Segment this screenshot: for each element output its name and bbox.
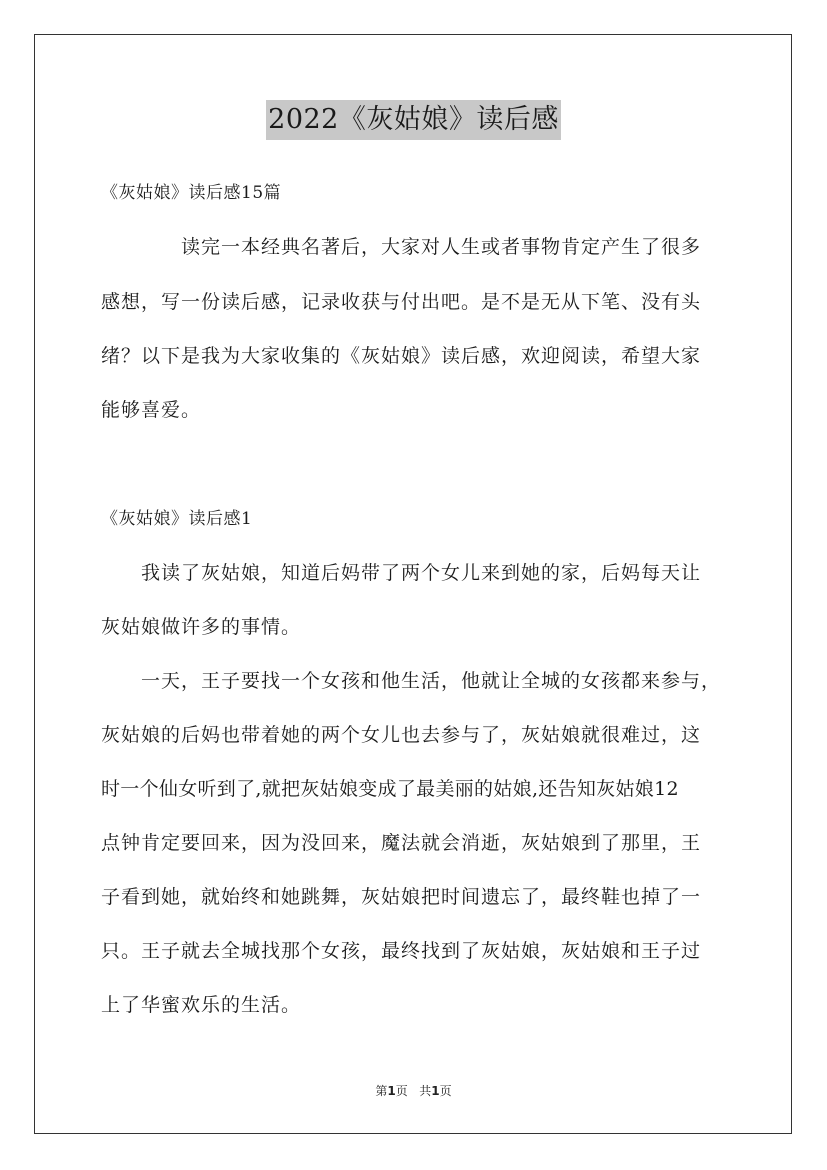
paragraph-line: 时一个仙女听到了,就把灰姑娘变成了最美丽的姑娘,还告知灰姑娘12 [101, 778, 679, 800]
paragraph-line: 灰姑娘的后妈也带着她的两个女儿也去参与了，灰姑娘就很难过，这 [101, 724, 702, 746]
page-number: 1 [387, 1084, 396, 1098]
page-suffix: 页 [395, 1084, 408, 1098]
intro-line: 能够喜爱。 [101, 399, 202, 421]
section-heading: 《灰姑娘》读后感1 [101, 509, 253, 529]
document-subtitle: 《灰姑娘》读后感15篇 [101, 183, 282, 203]
document-title: 2022《灰姑娘》读后感 [266, 100, 561, 140]
paragraph-line: 灰姑娘做许多的事情。 [101, 616, 302, 638]
intro-line: 感想，写一份读后感，记录收获与付出吧。是不是无从下笔、没有头 [101, 291, 702, 313]
paragraph-line: 我读了灰姑娘，知道后妈带了两个女儿来到她的家，后妈每天让 [141, 562, 702, 584]
total-suffix: 页 [439, 1084, 452, 1098]
title-container [0, 100, 827, 140]
intro-line: 绪？以下是我为大家收集的《灰姑娘》读后感，欢迎阅读，希望大家 [101, 345, 702, 367]
paragraph-line: 子看到她，就始终和她跳舞，灰姑娘把时间遗忘了，最终鞋也掉了一 [101, 886, 702, 908]
paragraph-line: 一天，王子要找一个女孩和他生活，他就让全城的女孩都来参与， [141, 670, 722, 692]
paragraph-line: 点钟肯定要回来，因为没回来，魔法就会消逝，灰姑娘到了那里，王 [101, 832, 702, 854]
total-prefix: 共 [419, 1084, 432, 1098]
page-prefix: 第 [375, 1084, 388, 1098]
page-footer [0, 1082, 827, 1100]
paragraph-line: 上了华蜜欢乐的生活。 [101, 994, 302, 1016]
intro-line: 读完一本经典名著后，大家对人生或者事物肯定产生了很多 [181, 236, 702, 258]
paragraph-line: 只。王子就去全城找那个女孩，最终找到了灰姑娘，灰姑娘和王子过 [101, 940, 702, 962]
total-pages: 1 [431, 1084, 440, 1098]
